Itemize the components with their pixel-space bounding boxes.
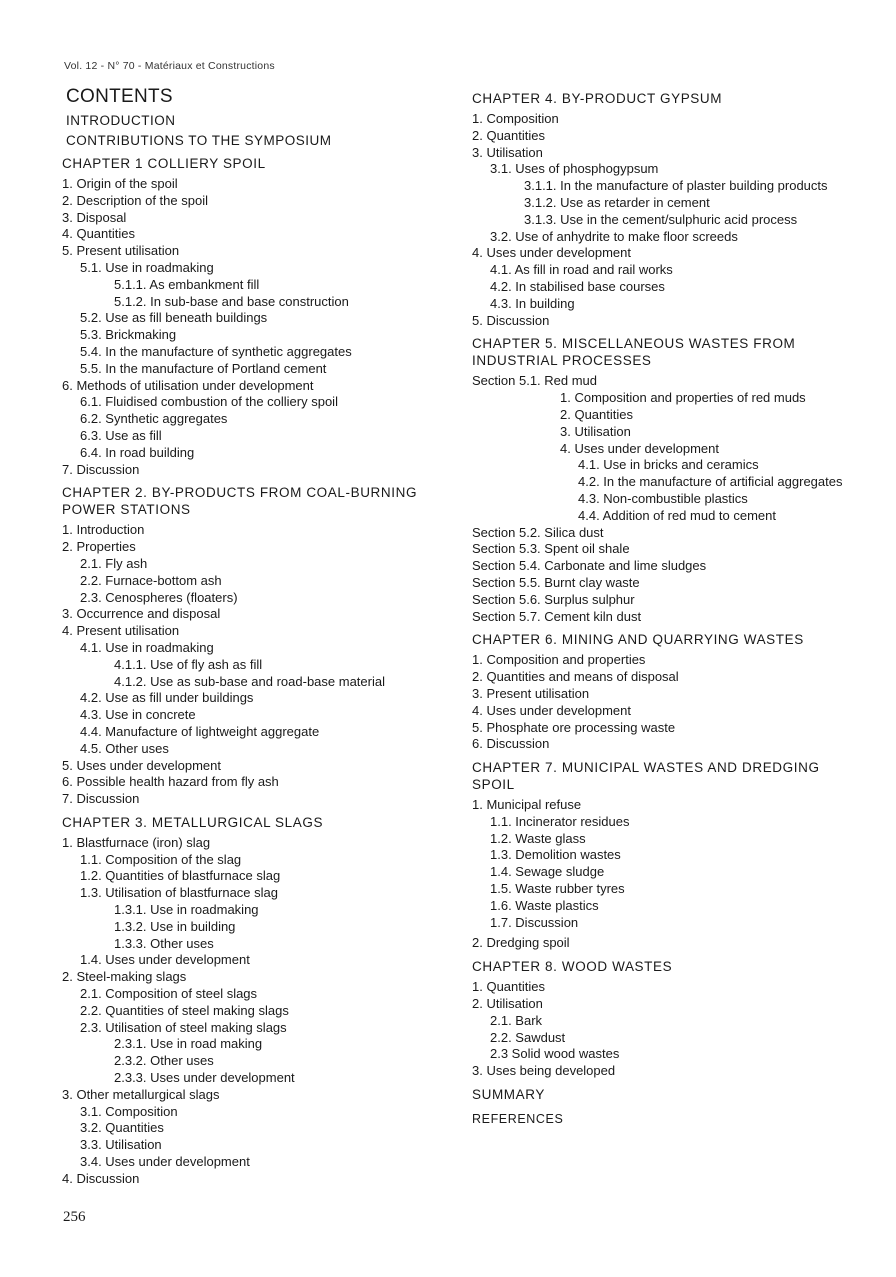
toc-item: 1.3.1. Use in roadmaking <box>114 902 259 918</box>
toc-item: 4.3. Use in concrete <box>80 707 196 723</box>
toc-item: 4. Uses under development <box>472 245 631 261</box>
toc-item: 2.1. Fly ash <box>80 555 148 571</box>
toc-item: 3.2. Use of anhydrite to make floor screeds <box>490 228 738 244</box>
toc-item: 3.1.3. Use in the cement/sulphuric acid process <box>524 211 798 227</box>
toc-item: 5.1. Use in roadmaking <box>80 259 214 275</box>
toc-item: 2.1. Bark <box>490 1012 543 1028</box>
toc-item: 4. Uses under development <box>560 440 719 456</box>
toc-item: 5.4. In the manufacture of synthetic aggregates <box>80 343 352 359</box>
chapter-title: CHAPTER 8. WOOD WASTES <box>472 959 673 975</box>
toc-item: 3.1.1. In the manufacture of plaster building products <box>524 178 828 194</box>
toc-item: 6.2. Synthetic aggregates <box>80 411 228 427</box>
toc-item: 4.5. Other uses <box>80 740 169 756</box>
toc-item: 4.1. Use in roadmaking <box>80 639 214 655</box>
chapter-section <box>62 155 442 478</box>
toc-item: 1. Composition <box>472 111 559 126</box>
toc-item: 1.1. Composition of the slag <box>80 851 242 867</box>
toc-item: 2.3. Utilisation of steel making slags <box>80 1019 287 1035</box>
toc-item: 1.3.3. Other uses <box>114 935 214 951</box>
toc-item: 2.3.3. Uses under development <box>114 1070 295 1086</box>
chapter-title: CHAPTER 5. MISCELLANEOUS WASTES FROM INDUSTRIAL PROCESSES <box>472 336 796 369</box>
toc-item: 1.7. Discussion <box>490 914 579 930</box>
toc-item: 2.3.2. Other uses <box>114 1053 214 1069</box>
toc-item: 1. Origin of the spoil <box>62 176 178 191</box>
toc-item: 4.2. In stabilised base courses <box>490 278 665 294</box>
toc-item: 5.3. Brickmaking <box>80 327 177 343</box>
toc-item: 5.2. Use as fill beneath buildings <box>80 310 268 326</box>
toc-item: 1.1. Incinerator residues <box>490 813 630 829</box>
toc-item: 3. Utilisation <box>472 144 543 160</box>
toc-item: 2.2. Sawdust <box>490 1029 566 1045</box>
toc-item: 3.1. Uses of phosphogypsum <box>490 161 659 177</box>
toc-item: 6. Discussion <box>472 736 550 752</box>
toc-item: Section 5.6. Surplus sulphur <box>472 591 635 607</box>
toc-item: 4. Discussion <box>62 1170 140 1186</box>
toc-item: 2. Steel-making slags <box>62 969 187 985</box>
toc-item: 4.1. Use in bricks and ceramics <box>578 457 759 473</box>
toc-item: Section 5.4. Carbonate and lime sludges <box>472 558 707 574</box>
toc-item: 1.5. Waste rubber tyres <box>490 881 625 897</box>
toc-item: 3. Uses being developed <box>472 1063 616 1079</box>
toc-item: 3. Other metallurgical slags <box>62 1086 220 1102</box>
toc-item: 1.2. Quantities of blastfurnace slag <box>80 868 281 884</box>
toc-item: 3.1. Composition <box>80 1103 178 1119</box>
running-head: Vol. 12 - N° 70 - Matériaux et Constructions <box>64 60 275 72</box>
toc-item: 1. Municipal refuse <box>472 797 582 813</box>
toc-item: 4.2. In the manufacture of artificial aggregates <box>578 474 843 490</box>
chapter-title: CHAPTER 7. MUNICIPAL WASTES AND DREDGING SPOIL <box>472 760 820 793</box>
toc-item: 4.1.2. Use as sub-base and road-base material <box>114 673 385 689</box>
toc-item: 3.2. Quantities <box>80 1120 164 1136</box>
toc-item: 1.4. Uses under development <box>80 952 250 968</box>
toc-item: 2.3.1. Use in road making <box>114 1036 263 1052</box>
chapter-section <box>472 90 852 329</box>
toc-item: 4.3. In building <box>490 295 575 311</box>
toc-entry-references: REFERENCES <box>472 1112 564 1127</box>
chapter-section <box>62 484 442 808</box>
chapter-title: CHAPTER 3. METALLURGICAL SLAGS <box>62 814 324 830</box>
toc-item: 2.3 Solid wood wastes <box>490 1046 620 1062</box>
toc-item: 2. Quantities <box>560 406 633 422</box>
toc-item: 4.3. Non-combustible plastics <box>578 490 748 506</box>
toc-item: 1.2. Waste glass <box>490 830 586 846</box>
toc-item: 1.4. Sewage sludge <box>490 864 605 880</box>
toc-item: 5. Present utilisation <box>62 243 180 259</box>
page-number: 256 <box>63 1209 86 1225</box>
toc-item: 4. Uses under development <box>472 702 631 718</box>
toc-item: 5. Uses under development <box>62 757 221 773</box>
contents-left-column <box>62 86 442 1194</box>
toc-item: Section 5.7. Cement kiln dust <box>472 608 642 624</box>
toc-item: 2. Description of the spoil <box>62 192 208 208</box>
toc-item: 4. Present utilisation <box>62 623 180 639</box>
toc-item: 1. Composition and properties of red muds <box>560 390 806 406</box>
toc-item: 2. Dredging spoil <box>472 935 570 951</box>
toc-item: 1.3. Utilisation of blastfurnace slag <box>80 885 278 901</box>
toc-item: 3. Present utilisation <box>472 685 590 701</box>
toc-entry-contributions: CONTRIBUTIONS TO THE SYMPOSIUM <box>66 132 332 148</box>
toc-item: 2.3. Cenospheres (floaters) <box>80 589 238 605</box>
toc-item: 2. Quantities <box>472 127 545 143</box>
chapter-section <box>62 814 442 1188</box>
chapter-section <box>472 958 852 1080</box>
toc-item: 5. Discussion <box>472 312 550 328</box>
toc-item: 1. Composition and properties <box>472 652 646 668</box>
toc-item: 5.1.2. In sub-base and base construction <box>114 293 349 309</box>
toc-item: 1. Quantities <box>472 979 545 995</box>
chapter-section <box>472 759 852 952</box>
toc-item: 2. Properties <box>62 539 136 555</box>
toc-item: 3. Disposal <box>62 209 127 225</box>
toc-item: 6.4. In road building <box>80 444 195 460</box>
toc-item: 5.1.1. As embankment fill <box>114 276 260 292</box>
toc-item: Section 5.2. Silica dust <box>472 524 604 540</box>
toc-item: 6. Possible health hazard from fly ash <box>62 774 279 790</box>
chapter-title: CHAPTER 4. BY-PRODUCT GYPSUM <box>472 91 723 106</box>
toc-item: 3. Occurrence and disposal <box>62 606 221 622</box>
chapter-section <box>472 335 852 625</box>
toc-item: 6.3. Use as fill <box>80 427 162 443</box>
toc-item: 1.3. Demolition wastes <box>490 847 621 863</box>
toc-item: 3.3. Utilisation <box>80 1137 162 1153</box>
toc-item: 2.2. Quantities of steel making slags <box>80 1002 289 1018</box>
toc-item: 1. Blastfurnace (iron) slag <box>62 834 211 850</box>
contents-title: CONTENTS <box>66 86 173 107</box>
toc-entry-introduction: INTRODUCTION <box>66 113 176 128</box>
toc-item: 3.1.2. Use as retarder in cement <box>524 194 710 210</box>
toc-item: 3.4. Uses under development <box>80 1154 250 1170</box>
toc-item: 4.4. Addition of red mud to cement <box>578 507 777 523</box>
chapter-section <box>472 631 852 753</box>
toc-item: 3. Utilisation <box>560 423 631 439</box>
toc-entry-summary: SUMMARY <box>472 1087 545 1103</box>
toc-item: 1.3.2. Use in building <box>114 918 236 934</box>
toc-item: 7. Discussion <box>62 461 140 477</box>
toc-item: 6.1. Fluidised combustion of the colliery spoil <box>80 394 338 410</box>
toc-item: Section 5.5. Burnt clay waste <box>472 574 640 590</box>
toc-item: 4.4. Manufacture of lightweight aggregate <box>80 723 320 739</box>
toc-item: 4.1.1. Use of fly ash as fill <box>114 656 263 672</box>
toc-item: Section 5.1. Red mud <box>472 373 598 389</box>
toc-item: 5.5. In the manufacture of Portland cement <box>80 360 327 376</box>
toc-item: 4. Quantities <box>62 226 135 242</box>
toc-item: 2.2. Furnace-bottom ash <box>80 572 222 588</box>
right-chapter-list <box>472 90 852 1080</box>
contents-right-column <box>472 90 852 1126</box>
toc-item: 6. Methods of utilisation under development <box>62 377 314 393</box>
toc-item: 2. Utilisation <box>472 996 543 1012</box>
toc-item: 2.1. Composition of steel slags <box>80 986 258 1002</box>
toc-item: 7. Discussion <box>62 791 140 807</box>
toc-item: 1. Introduction <box>62 522 145 538</box>
chapter-title: CHAPTER 6. MINING AND QUARRYING WASTES <box>472 632 804 648</box>
toc-item: Section 5.3. Spent oil shale <box>472 541 630 557</box>
chapter-title: CHAPTER 1 COLLIERY SPOIL <box>62 156 266 171</box>
left-chapter-list <box>62 155 442 1188</box>
toc-item: 4.1. As fill in road and rail works <box>490 262 673 278</box>
chapter-title: CHAPTER 2. BY-PRODUCTS FROM COAL-BURNING POWER STATIONS <box>62 485 418 518</box>
toc-item: 1.6. Waste plastics <box>490 897 599 913</box>
toc-item: 4.2. Use as fill under buildings <box>80 690 254 706</box>
toc-item: 2. Quantities and means of disposal <box>472 669 679 685</box>
toc-item: 5. Phosphate ore processing waste <box>472 719 676 735</box>
